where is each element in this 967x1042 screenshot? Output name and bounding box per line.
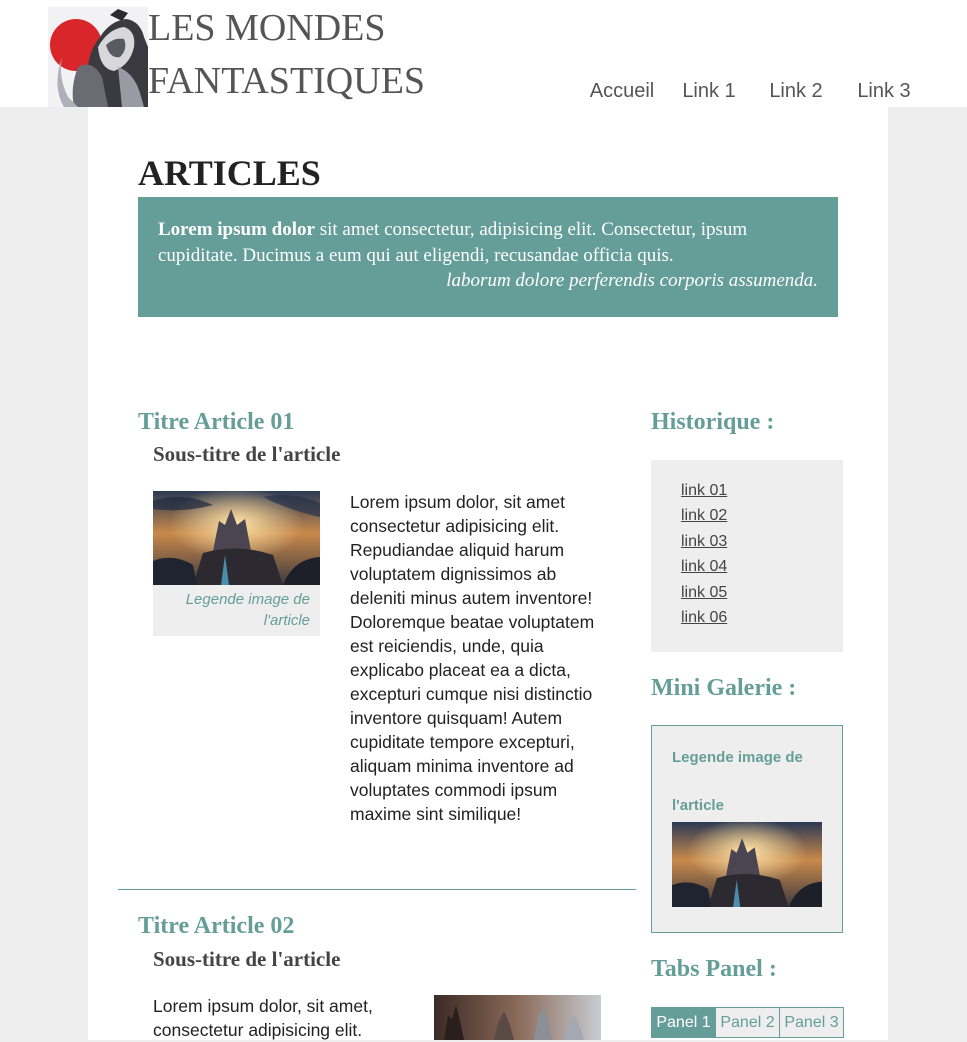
- list-item: [681, 609, 843, 634]
- nav-link-1[interactable]: Link 1: [682, 80, 736, 102]
- page-title: ARTICLES: [138, 153, 321, 193]
- mini-gallery: [651, 725, 843, 933]
- history-link-01[interactable]: link 01: [681, 482, 728, 499]
- gallery-image[interactable]: [672, 822, 822, 907]
- list-item: [681, 507, 843, 532]
- site-title: [148, 2, 425, 108]
- list-item: [681, 482, 843, 507]
- article-2-figure: [434, 995, 601, 1040]
- tab-panel-1[interactable]: Panel 1: [651, 1007, 716, 1038]
- article-1-image[interactable]: [153, 491, 320, 585]
- site-header: [0, 0, 967, 107]
- site-title-line1: LES MONDES: [148, 7, 386, 49]
- gallery-title: Mini Galerie :: [651, 675, 797, 701]
- history-link-05[interactable]: link 05: [681, 583, 728, 601]
- history-link-06[interactable]: link 06: [681, 608, 728, 626]
- history-title: Historique :: [651, 409, 775, 435]
- history-list: [651, 460, 843, 634]
- article-divider: [118, 889, 636, 890]
- article-1-caption: Legende image de l'article: [185, 591, 310, 629]
- article-1-text: Lorem ipsum dolor, sit amet consectetur adipisicing elit. Repudiandae aliquid harum voluptatem dignissimos ab deleniti minus autem inventore! Doloremque beatae voluptatem est reiciendis, unde, quia explicabo placeat ea a dicta, excepturi cumque nisi distinctio inventore quisquam! Autem cupiditate tempore excepturi, aliquam minima inventore ad voluptates commodi ipsum maxime sint similique!: [350, 492, 595, 824]
- tabs-title: Tabs Panel :: [651, 956, 777, 982]
- intro-quote: laborum dolore perferendis corporis assumenda.: [446, 270, 818, 291]
- site-title-line2: FANTASTIQUES: [148, 60, 426, 102]
- history-box: [651, 460, 843, 652]
- intro-bold: Lorem ipsum dolor: [158, 219, 315, 240]
- nav-link-3[interactable]: Link 3: [857, 80, 911, 102]
- history-link-02[interactable]: link 02: [681, 507, 728, 525]
- article-2-text: Lorem ipsum dolor, sit amet, consectetur adipisicing elit.: [153, 996, 373, 1040]
- intro-paragraph: [158, 217, 818, 269]
- nav-link-2[interactable]: Link 2: [769, 80, 823, 102]
- tab-panel-2[interactable]: Panel 2: [715, 1007, 780, 1038]
- main-content: [88, 107, 888, 1040]
- intro-banner: [138, 197, 838, 317]
- intro-text: sit amet consectetur, adipisicing elit. Consectetur, ipsum cupiditate. Ducimus a eum qui aut eligendi, recusandae officia quis.: [158, 219, 748, 266]
- article-2-title: Titre Article 02: [138, 913, 295, 939]
- tab-panel-3[interactable]: Panel 3: [779, 1007, 844, 1038]
- nav-accueil[interactable]: Accueil: [578, 80, 666, 111]
- history-link-04[interactable]: link 04: [681, 558, 728, 576]
- logo-illustration: [48, 7, 148, 107]
- list-item: [681, 584, 843, 609]
- history-link-03[interactable]: link 03: [681, 532, 728, 550]
- list-item: [681, 558, 843, 583]
- article-1-figure: [153, 491, 320, 636]
- gallery-caption: Legende image de l'article: [672, 749, 803, 814]
- article-2-image[interactable]: [434, 995, 601, 1040]
- list-item: [681, 533, 843, 558]
- article-1-subtitle: Sous-titre de l'article: [153, 442, 341, 466]
- site-logo[interactable]: [48, 7, 148, 107]
- article-2-subtitle: Sous-titre de l'article: [153, 947, 341, 971]
- article-1-title: Titre Article 01: [138, 409, 295, 435]
